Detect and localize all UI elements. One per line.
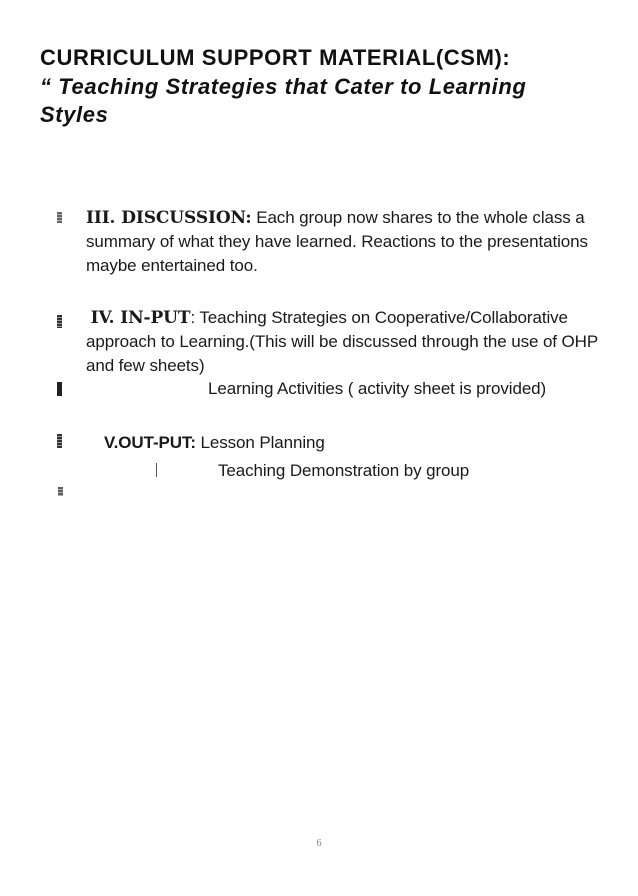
bullet-mark: [57, 212, 62, 223]
discussion-label: III. DISCUSSION:: [86, 208, 252, 228]
output-demonstration-line: Teaching Demonstration by group: [218, 461, 470, 480]
document-title: CURRICULUM SUPPORT MATERIAL(CSM):: [40, 45, 511, 70]
output-label: V.OUT-PUT:: [104, 433, 196, 452]
input-activities-line: Learning Activities ( activity sheet is provided): [208, 379, 547, 398]
input-paragraph: [86, 306, 621, 378]
bullet-mark: [57, 315, 62, 328]
discussion-text: Each group now shares to the whole class a summary of what they have learned. Reactions to the presentations maybe entertained too.: [86, 208, 588, 275]
tick-mark: [156, 463, 157, 477]
document-subtitle: “ Teaching Strategies that Cater to Learning Styles: [40, 74, 527, 127]
discussion-paragraph: [86, 206, 616, 278]
input-label: IV. IN-PUT: [90, 308, 191, 328]
output-paragraph: [104, 431, 604, 455]
output-text: Lesson Planning: [195, 433, 325, 452]
bullet-mark: [58, 487, 63, 496]
bullet-mark: [57, 382, 62, 396]
page-number: 6: [316, 838, 322, 849]
bullet-mark: [57, 434, 62, 448]
input-text: : Teaching Strategies on Cooperative/Collaborative approach to Learning.(This will be discussed through the use of OHP and few sheets): [86, 308, 598, 375]
